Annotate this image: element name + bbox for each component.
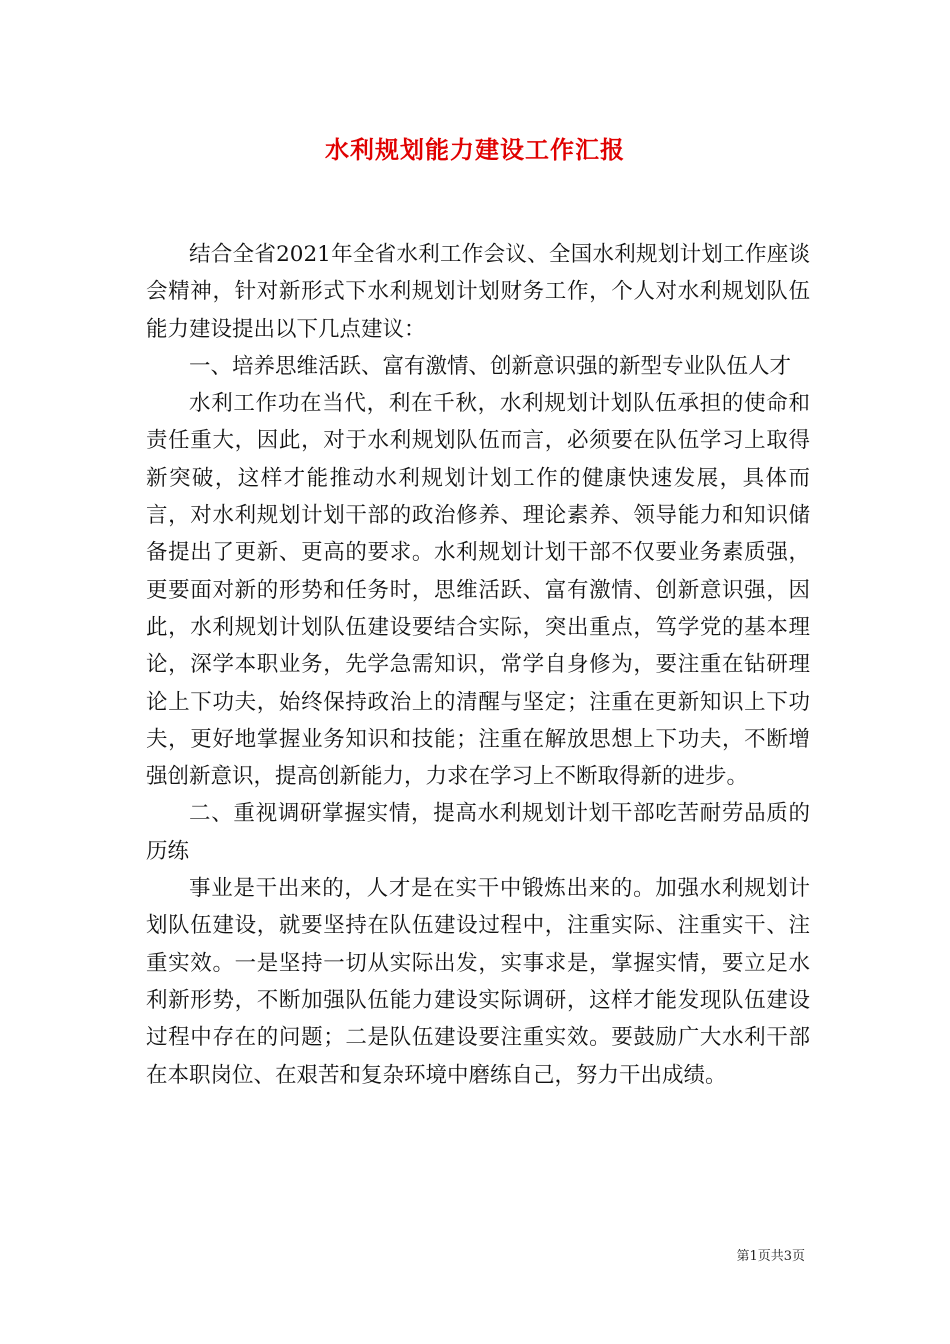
section-heading-2: 二、重视调研掌握实情，提高水利规划计划干部吃苦耐劳品质的历练 — [146, 801, 810, 864]
intro-paragraph: 结合全省2021年全省水利工作会议、全国水利规划计划工作座谈会精神，针对新形式下水利规划计划财务工作，个人对水利规划队伍能力建设提出以下几点建议： — [146, 242, 810, 342]
page-number-footer: 第1页共3页 — [736, 1249, 805, 1264]
section-body-2: 事业是干出来的，人才是在实干中锻炼出来的。加强水利规划计划队伍建设，就要坚持在队伍建设过程中，注重实际、注重实干、注重实效。一是坚持一切从实际出发，实事求是，掌握实情，要立足水利新形势，不断加强队伍能力建设实际调研，这样才能发现队伍建设过程中存在的问题；二是队伍建设要注重实效。要鼓励广大水利干部在本职岗位、在艰苦和复杂环境中磨练自己，努力干出成绩。 — [146, 876, 810, 1088]
section-heading-1: 一、培养思维活跃、富有激情、创新意识强的新型专业队伍人才 — [189, 353, 792, 379]
document-body — [146, 236, 810, 1094]
document-title: 水利规划能力建设工作汇报 — [325, 135, 625, 164]
section-body-1: 水利工作功在当代，利在千秋，水利规划计划队伍承担的使命和责任重大，因此，对于水利规划队伍而言，必须要在队伍学习上取得新突破，这样才能推动水利规划计划工作的健康快速发展，具体而言，对水利规划计划干部的政治修养、理论素养、领导能力和知识储备提出了更新、更高的要求。水利规划计划干部不仅要业务素质强，更要面对新的形势和任务时，思维活跃、富有激情、创新意识强，因此，水利规划计划队伍建设要结合实际，突出重点，笃学党的基本理论，深学本职业务，先学急需知识，常学自身修为，要注重在钻研理论上下功夫，始终保持政治上的清醒与坚定；注重在更新知识上下功夫，更好地掌握业务知识和技能；注重在解放思想上下功夫，不断增强创新意识，提高创新能力，力求在学习上不断取得新的进步。 — [146, 391, 810, 790]
